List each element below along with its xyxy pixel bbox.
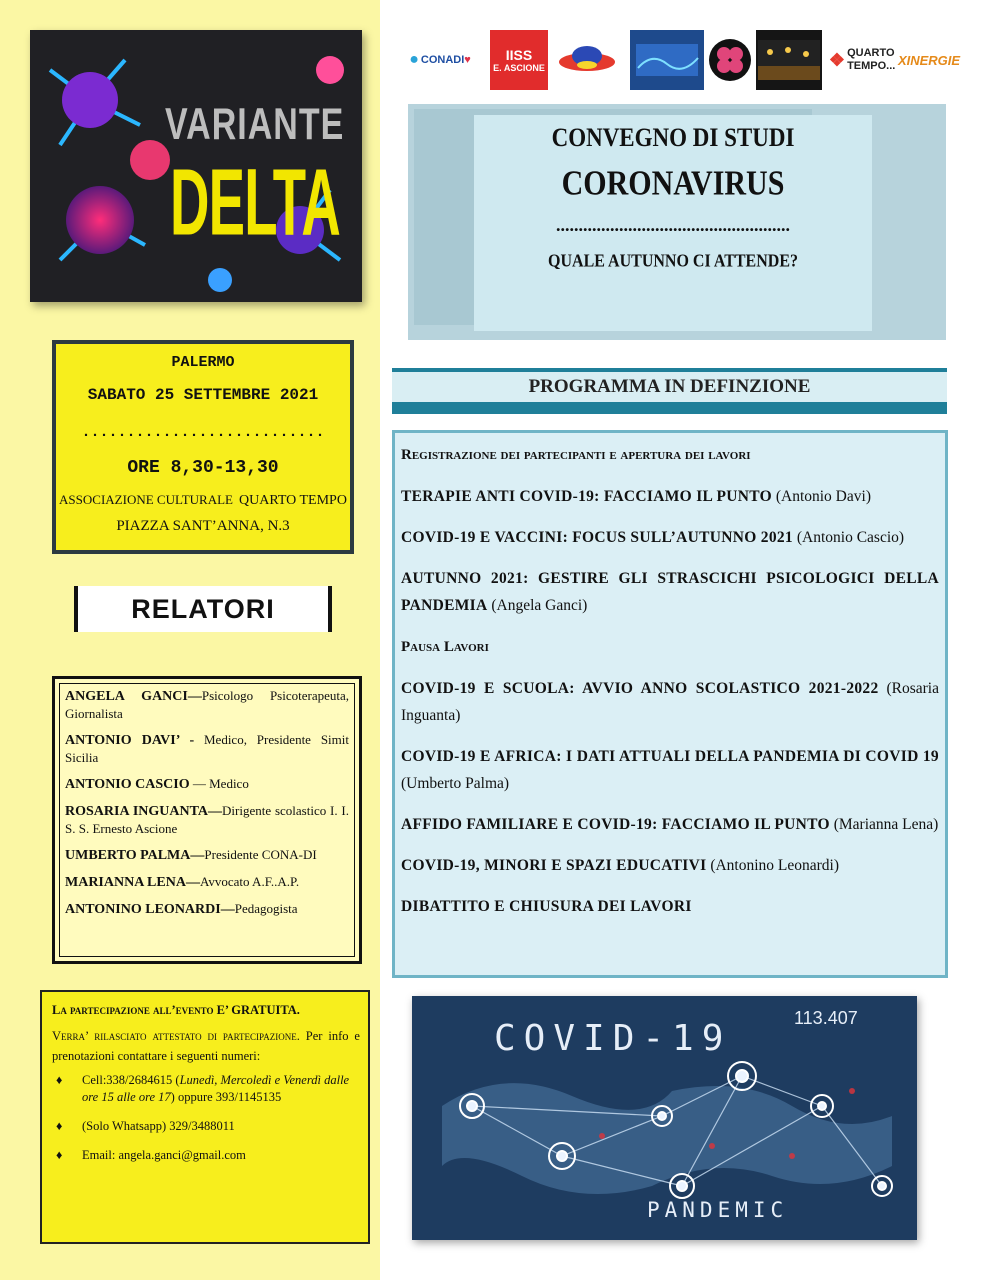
iiss-ascione-logo: IISS E. ASCIONE bbox=[490, 30, 548, 90]
program-item: AUTUNNO 2021: GESTIRE GLI STRASCICHI PSICOLOGICI DELLA PANDEMIA (Angela Ganci) bbox=[401, 570, 939, 614]
covid-title: COVID-19 bbox=[494, 1018, 732, 1059]
program-heading: PROGRAMMA IN DEFINZIONE bbox=[392, 372, 947, 402]
hat-logo bbox=[556, 30, 618, 90]
variante-delta-poster bbox=[30, 30, 362, 302]
title-line-1: CONVEGNO DI STUDI bbox=[551, 123, 795, 152]
association-logo bbox=[630, 30, 704, 90]
poster-line-2: DELTA bbox=[170, 149, 340, 255]
quarto-tempo-logo: ❖ QUARTO TEMPO... bbox=[828, 47, 896, 72]
program-item: AFFIDO FAMILIARE E COVID-19: FACCIAMO IL PUNTO (Marianna Lena) bbox=[401, 816, 939, 833]
event-dots: ........................... bbox=[81, 424, 325, 441]
diamond-bullet-icon: ♦ bbox=[56, 1073, 63, 1087]
covid-pandemic-image bbox=[412, 996, 917, 1240]
title-dots: .................................................... bbox=[556, 215, 790, 235]
event-venue: ASSOCIAZIONE CULTURALE QUARTO TEMPO bbox=[59, 492, 347, 508]
xinergie-logo: XINERGIE bbox=[897, 52, 961, 68]
program-item: TERAPIE ANTI COVID-19: FACCIAMO IL PUNTO (Antonio Davi) bbox=[401, 488, 871, 505]
clover-logo bbox=[706, 30, 754, 90]
title-line-2: CORONAVIRUS bbox=[561, 164, 785, 203]
speakers-box bbox=[52, 676, 362, 964]
program-item: Pausa Lavori bbox=[401, 639, 489, 655]
program-item: COVID-19 E AFRICA: I DATI ATTUALI DELLA PANDEMIA DI COVID 19 (Umberto Palma) bbox=[401, 748, 939, 792]
free-participation-text: La partecipazione all’evento E’ GRATUITA. bbox=[52, 1003, 300, 1017]
speaker-entry: UMBERTO PALMA—Presidente CONA-DI bbox=[65, 847, 317, 863]
crowd-logo bbox=[756, 30, 822, 90]
poster-line-1: VARIANTE bbox=[165, 100, 345, 150]
contact-item: ♦ Cell:338/2684615 (Lunedì, Mercoledì e Venerdì dalle ore 15 alle ore 17) oppure 393/1145135 bbox=[56, 1073, 350, 1104]
covid-counter: 113.407 bbox=[794, 1008, 858, 1028]
diamond-bullet-icon: ♦ bbox=[56, 1119, 63, 1133]
diamond-bullet-icon: ♦ bbox=[56, 1148, 63, 1162]
speaker-entry: MARIANNA LENA—Avvocato A.F..A.P. bbox=[65, 874, 300, 890]
participation-info-box bbox=[40, 990, 370, 1244]
event-time: ORE 8,30-13,30 bbox=[127, 458, 279, 478]
program-item: DIBATTITO E CHIUSURA DEI LAVORI bbox=[401, 898, 692, 915]
speaker-entry: ROSARIA INGUANTA—Dirigente scolastico I. I. S. S. Ernesto Ascione bbox=[65, 803, 349, 836]
speaker-entry: ANTONINO LEONARDI—Pedagogista bbox=[65, 901, 298, 917]
contact-list bbox=[52, 1072, 360, 1164]
program-item: COVID-19, MINORI E SPAZI EDUCATIVI (Antonino Leonardi) bbox=[401, 857, 840, 874]
event-city: PALERMO bbox=[171, 354, 235, 371]
contact-item: ♦ Email: angela.ganci@gmail.com bbox=[56, 1148, 246, 1162]
program-list bbox=[392, 430, 948, 978]
title-box bbox=[474, 115, 872, 331]
conadi-logo: ● CONADI ♥ bbox=[409, 51, 471, 68]
certificate-text: Verra’ rilasciato attestato di partecipazione. Per info e prenotazioni contattare i seguenti numeri: bbox=[52, 1029, 360, 1063]
speaker-entry: ANTONIO CASCIO — Medico bbox=[65, 776, 249, 792]
event-details-box bbox=[52, 340, 354, 554]
program-item: COVID-19 E VACCINI: FOCUS SULL’AUTUNNO 2021 (Antonio Cascio) bbox=[401, 529, 905, 546]
event-date: SABATO 25 SETTEMBRE 2021 bbox=[87, 386, 319, 404]
title-line-3: QUALE AUTUNNO CI ATTENDE? bbox=[548, 251, 798, 272]
relatori-heading: RELATORI bbox=[74, 586, 332, 632]
program-item: COVID-19 E SCUOLA: AVVIO ANNO SCOLASTICO 2021-2022 (Rosaria Inguanta) bbox=[401, 680, 939, 724]
program-item: Registrazione dei partecipanti e apertura dei lavori bbox=[401, 447, 751, 463]
covid-caption: PANDEMIC bbox=[647, 1198, 789, 1222]
speaker-entry: ANGELA GANCI—Psicologo Psicoterapeuta, Giornalista bbox=[65, 688, 350, 721]
contact-item: ♦ (Solo Whatsapp) 329/3488011 bbox=[56, 1119, 235, 1133]
program-heading-bar bbox=[392, 368, 947, 414]
event-address: PIAZZA SANT’ANNA, N.3 bbox=[116, 518, 290, 534]
speaker-entry: ANTONIO DAVI’ - Medico, Presidente Simit Sicilia bbox=[65, 732, 349, 765]
